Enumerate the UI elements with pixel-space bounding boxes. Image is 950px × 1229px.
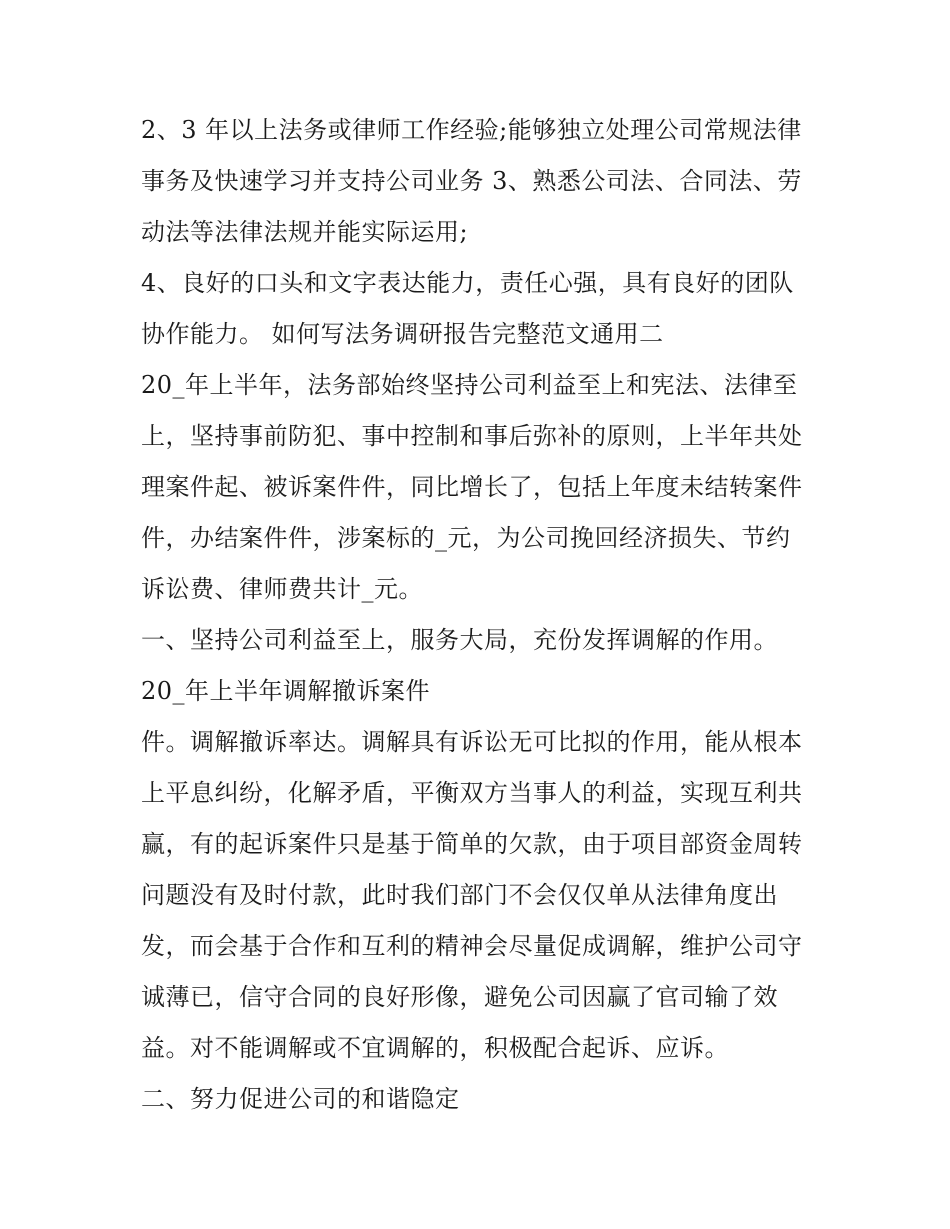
section-heading: 二、努力促进公司的和谐隐定 (141, 1085, 460, 1113)
text-line: 发，而会基于合作和互利的精神会尽量促成调解，维护公司守 (141, 932, 803, 960)
text-line: 件。调解撤诉率达。调解具有诉讼无可比拟的作用，能从根本 (141, 728, 803, 756)
text-line: 诉讼费、律师费共计_元。 (141, 575, 423, 603)
text-line: 上，坚持事前防犯、事中控制和事后弥补的原则，上半年共处 (141, 422, 803, 450)
text-line: 赢，有的起诉案件只是基于简单的欠款，由于项目部资金周转 (141, 830, 803, 858)
text-line: 理案件起、被诉案件件，同比增长了，包括上年度未结转案件 (141, 473, 803, 501)
text-line: 协作能力。 如何写法务调研报告完整范文通用二 (141, 320, 664, 348)
section-heading: 一、坚持公司利益至上，服务大局，充份发挥调解的作用。 (141, 626, 778, 654)
document-page (141, 105, 813, 1125)
text-line: 20_年上半年调解撤诉案件 (141, 677, 431, 705)
text-line: 4、良好的口头和文字表达能力，责任心强，具有良好的团队 (141, 269, 794, 297)
text-line: 2、3 年以上法务或律师工作经验;能够独立处理公司常规法律 (141, 116, 802, 144)
text-line: 上平息纠纷，化解矛盾，平衡双方当事人的利益，实现互利共 (141, 779, 803, 807)
text-line: 诚薄已，信守合同的良好形像，避免公司因赢了官司输了效 (141, 983, 778, 1011)
text-line: 件，办结案件件，涉案标的_元，为公司挽回经济损失、节约 (141, 524, 791, 552)
text-line: 20_年上半年，法务部始终坚持公司利益至上和宪法、法律至 (141, 371, 798, 399)
text-line: 事务及快速学习并支持公司业务 3、熟悉公司法、合同法、劳 (141, 167, 802, 195)
text-line: 动法等法律法规并能实际运用; (141, 218, 469, 246)
text-line: 问题没有及时付款，此时我们部门不会仅仅单从法律角度出 (141, 881, 778, 909)
text-line: 益。对不能调解或不宜调解的，积极配合起诉、应诉。 (141, 1034, 729, 1062)
